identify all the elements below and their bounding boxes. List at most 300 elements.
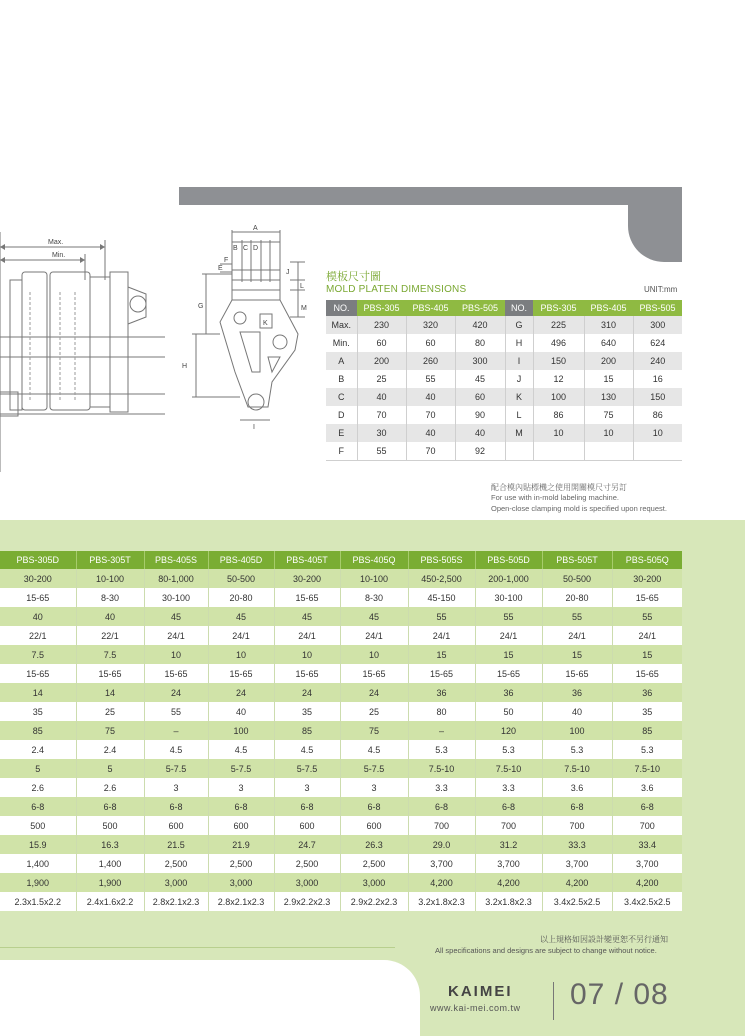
dim-value-cell: 624 bbox=[633, 334, 682, 352]
spec-header-cell: PBS-505S bbox=[408, 551, 475, 569]
dim-label-cell: G bbox=[505, 316, 533, 334]
spec-value-cell: 15-65 bbox=[76, 664, 144, 683]
spec-value-cell: 120 bbox=[475, 721, 542, 740]
footer-note-en: All specifications and designs are subject to change without notice. bbox=[435, 946, 657, 955]
spec-value-cell: 15-65 bbox=[208, 664, 274, 683]
spec-value-cell: 15.9 bbox=[0, 835, 76, 854]
spec-value-cell: 3,000 bbox=[340, 873, 408, 892]
dim-value-cell: 496 bbox=[533, 334, 584, 352]
spec-value-cell: 10 bbox=[144, 645, 208, 664]
spec-value-cell: 10 bbox=[274, 645, 340, 664]
spec-value-cell: 45 bbox=[340, 607, 408, 626]
dim-value-cell: 90 bbox=[455, 406, 505, 424]
spec-value-cell: 36 bbox=[475, 683, 542, 702]
spec-value-cell: 15-65 bbox=[542, 664, 612, 683]
spec-value-cell: 24/1 bbox=[475, 626, 542, 645]
label-g: G bbox=[198, 303, 204, 310]
spec-value-cell: 24/1 bbox=[542, 626, 612, 645]
label-c: C bbox=[243, 245, 249, 252]
spec-value-cell: 700 bbox=[612, 816, 682, 835]
spec-row bbox=[0, 626, 682, 645]
spec-value-cell: 2,500 bbox=[144, 854, 208, 873]
spec-row bbox=[0, 892, 682, 911]
spec-value-cell: 4.5 bbox=[144, 740, 208, 759]
spec-header-cell: PBS-405Q bbox=[340, 551, 408, 569]
dim-header-cell: PBS-305 bbox=[533, 300, 584, 316]
spec-value-cell: 3 bbox=[274, 778, 340, 797]
dim-value-cell: 70 bbox=[357, 406, 406, 424]
spec-value-cell: 45 bbox=[208, 607, 274, 626]
spec-value-cell: 3.3 bbox=[475, 778, 542, 797]
dim-header-cell: NO. bbox=[505, 300, 533, 316]
spec-value-cell: 50 bbox=[475, 702, 542, 721]
spec-value-cell: 4.5 bbox=[274, 740, 340, 759]
machine-side-drawing bbox=[0, 232, 180, 472]
label-k: K bbox=[263, 320, 268, 327]
spec-value-cell: 3.2x1.8x2.3 bbox=[475, 892, 542, 911]
spec-value-cell: 36 bbox=[542, 683, 612, 702]
mold-note-en-2: Open-close clamping mold is specified upon request. bbox=[491, 504, 667, 513]
dim-value-cell: 310 bbox=[584, 316, 633, 334]
spec-value-cell: 10-100 bbox=[340, 569, 408, 588]
dim-label-cell: J bbox=[505, 370, 533, 388]
spec-value-cell: 2.6 bbox=[0, 778, 76, 797]
spec-value-cell: 6-8 bbox=[76, 797, 144, 816]
spec-row bbox=[0, 683, 682, 702]
dim-label-cell: L bbox=[505, 406, 533, 424]
spec-value-cell: 100 bbox=[542, 721, 612, 740]
spec-value-cell: 40 bbox=[208, 702, 274, 721]
spec-value-cell: 8-30 bbox=[76, 588, 144, 607]
spec-value-cell: 85 bbox=[0, 721, 76, 740]
label-i: I bbox=[253, 424, 255, 431]
label-d: D bbox=[253, 245, 259, 252]
page-separator bbox=[553, 982, 554, 1020]
spec-value-cell: 25 bbox=[340, 702, 408, 721]
dim-value-cell: 420 bbox=[455, 316, 505, 334]
spec-value-cell: 35 bbox=[274, 702, 340, 721]
dim-value-cell: 86 bbox=[533, 406, 584, 424]
spec-row bbox=[0, 816, 682, 835]
spec-header-cell: PBS-405T bbox=[274, 551, 340, 569]
spec-value-cell: 10 bbox=[340, 645, 408, 664]
spec-value-cell: 5-7.5 bbox=[208, 759, 274, 778]
spec-value-cell: 75 bbox=[340, 721, 408, 740]
spec-value-cell: 36 bbox=[612, 683, 682, 702]
dim-label-cell: B bbox=[338, 374, 345, 384]
dim-value-cell bbox=[533, 442, 584, 461]
dim-value-cell: 75 bbox=[584, 406, 633, 424]
spec-value-cell: 6-8 bbox=[542, 797, 612, 816]
dim-value-cell: 30 bbox=[357, 424, 406, 442]
spec-table bbox=[0, 551, 682, 911]
spec-value-cell: 85 bbox=[612, 721, 682, 740]
dim-value-cell: 320 bbox=[406, 316, 455, 334]
spec-value-cell: 3,000 bbox=[144, 873, 208, 892]
spec-value-cell: 7.5-10 bbox=[475, 759, 542, 778]
spec-value-cell: 3,700 bbox=[475, 854, 542, 873]
website-url: www.kai-mei.com.tw bbox=[430, 1003, 521, 1013]
dim-row bbox=[326, 334, 682, 352]
spec-value-cell: 14 bbox=[76, 683, 144, 702]
spec-value-cell: 30-100 bbox=[144, 588, 208, 607]
unit-label: UNIT:mm bbox=[644, 285, 678, 294]
spec-value-cell: 45-150 bbox=[408, 588, 475, 607]
spec-value-cell: 45 bbox=[274, 607, 340, 626]
spec-value-cell: 15 bbox=[612, 645, 682, 664]
spec-value-cell: 15 bbox=[408, 645, 475, 664]
dim-value-cell: 300 bbox=[633, 316, 682, 334]
spec-value-cell: 15 bbox=[542, 645, 612, 664]
spec-value-cell: 700 bbox=[475, 816, 542, 835]
spec-value-cell: 3.4x2.5x2.5 bbox=[542, 892, 612, 911]
spec-value-cell: 700 bbox=[408, 816, 475, 835]
spec-value-cell: 55 bbox=[144, 702, 208, 721]
spec-row bbox=[0, 854, 682, 873]
spec-value-cell: 80-1,000 bbox=[144, 569, 208, 588]
spec-row bbox=[0, 873, 682, 892]
spec-value-cell: 3 bbox=[340, 778, 408, 797]
dim-header-cell: PBS-305 bbox=[357, 300, 406, 316]
dim-label-cell bbox=[505, 442, 533, 461]
spec-value-cell: 3,000 bbox=[274, 873, 340, 892]
dim-value-cell bbox=[584, 442, 633, 461]
spec-value-cell: 15-65 bbox=[0, 664, 76, 683]
spec-value-cell: 6-8 bbox=[208, 797, 274, 816]
spec-value-cell: 4,200 bbox=[612, 873, 682, 892]
dim-value-cell: 40 bbox=[357, 388, 406, 406]
spec-value-cell: 2.8x2.1x2.3 bbox=[144, 892, 208, 911]
spec-value-cell: 4,200 bbox=[475, 873, 542, 892]
top-gray-bar bbox=[179, 187, 682, 205]
spec-header-cell: PBS-505T bbox=[542, 551, 612, 569]
spec-header-cell: PBS-505Q bbox=[612, 551, 682, 569]
spec-value-cell: 80 bbox=[408, 702, 475, 721]
spec-header-cell: PBS-305T bbox=[76, 551, 144, 569]
spec-row bbox=[0, 778, 682, 797]
spec-value-cell: 4,200 bbox=[542, 873, 612, 892]
dim-value-cell: 640 bbox=[584, 334, 633, 352]
dim-value-cell: 16 bbox=[633, 370, 682, 388]
dim-value-cell: 92 bbox=[455, 442, 505, 461]
spec-value-cell: 2.3x1.5x2.2 bbox=[0, 892, 76, 911]
spec-value-cell: 21.5 bbox=[144, 835, 208, 854]
label-min: Min. bbox=[52, 252, 66, 259]
spec-value-cell: 7.5-10 bbox=[542, 759, 612, 778]
spec-value-cell: 600 bbox=[340, 816, 408, 835]
dim-label-cell: C bbox=[326, 388, 357, 406]
dim-value-cell: 55 bbox=[406, 370, 455, 388]
footer-divider bbox=[0, 947, 395, 948]
spec-value-cell: 3 bbox=[208, 778, 274, 797]
spec-value-cell: 15-65 bbox=[408, 664, 475, 683]
spec-value-cell: 15-65 bbox=[340, 664, 408, 683]
spec-value-cell: 5-7.5 bbox=[274, 759, 340, 778]
spec-value-cell: 7.5 bbox=[76, 645, 144, 664]
dim-value-cell: 55 bbox=[357, 442, 406, 461]
dim-value-cell: 130 bbox=[584, 388, 633, 406]
spec-value-cell: 20-80 bbox=[208, 588, 274, 607]
label-m: M bbox=[301, 305, 307, 312]
dim-value-cell: 40 bbox=[406, 424, 455, 442]
spec-value-cell: 600 bbox=[274, 816, 340, 835]
dim-value-cell: 70 bbox=[406, 406, 455, 424]
spec-value-cell: 4.5 bbox=[208, 740, 274, 759]
spec-row bbox=[0, 721, 682, 740]
spec-value-cell: 2.9x2.2x2.3 bbox=[274, 892, 340, 911]
spec-value-cell: 8-30 bbox=[340, 588, 408, 607]
spec-row bbox=[0, 797, 682, 816]
spec-value-cell: 6-8 bbox=[340, 797, 408, 816]
spec-value-cell: 7.5 bbox=[0, 645, 76, 664]
dim-row bbox=[326, 442, 682, 461]
spec-value-cell: 450-2,500 bbox=[408, 569, 475, 588]
spec-value-cell: 3 bbox=[144, 778, 208, 797]
spec-value-cell: 85 bbox=[274, 721, 340, 740]
spec-value-cell: 15-65 bbox=[144, 664, 208, 683]
spec-value-cell: 14 bbox=[0, 683, 76, 702]
spec-value-cell: 24/1 bbox=[208, 626, 274, 645]
spec-value-cell: 3.6 bbox=[612, 778, 682, 797]
spec-value-cell: 6-8 bbox=[0, 797, 76, 816]
spec-value-cell: 40 bbox=[0, 607, 76, 626]
mold-title-cn: 模板尺寸圖 bbox=[326, 271, 381, 283]
spec-row bbox=[0, 835, 682, 854]
spec-value-cell: 7.5-10 bbox=[612, 759, 682, 778]
dim-row bbox=[326, 352, 682, 370]
spec-value-cell: 55 bbox=[408, 607, 475, 626]
spec-value-cell: 500 bbox=[0, 816, 76, 835]
spec-value-cell: 55 bbox=[542, 607, 612, 626]
spec-value-cell: 6-8 bbox=[274, 797, 340, 816]
spec-value-cell: 75 bbox=[76, 721, 144, 740]
spec-value-cell: 3.6 bbox=[542, 778, 612, 797]
mold-note-cn: 配合模內貼標機之使用開關模尺寸另訂 bbox=[491, 483, 627, 492]
dim-value-cell: 10 bbox=[584, 424, 633, 442]
mold-title-en: MOLD PLATEN DIMENSIONS bbox=[326, 284, 467, 295]
spec-value-cell: 3,000 bbox=[208, 873, 274, 892]
dim-label-cell: K bbox=[505, 388, 533, 406]
spec-value-cell: 5 bbox=[76, 759, 144, 778]
spec-value-cell: 2.4x1.6x2.2 bbox=[76, 892, 144, 911]
spec-value-cell: 24 bbox=[208, 683, 274, 702]
spec-value-cell: 3,700 bbox=[542, 854, 612, 873]
spec-value-cell: 15-65 bbox=[612, 588, 682, 607]
dim-label-cell: A bbox=[326, 352, 357, 370]
spec-value-cell: 26.3 bbox=[340, 835, 408, 854]
dim-row bbox=[326, 316, 682, 334]
spec-header-cell: PBS-505D bbox=[475, 551, 542, 569]
spec-value-cell: 2.6 bbox=[76, 778, 144, 797]
dim-value-cell: 300 bbox=[455, 352, 505, 370]
dim-label-cell: F bbox=[326, 442, 357, 461]
spec-value-cell: 6-8 bbox=[408, 797, 475, 816]
dim-label-cell: H bbox=[505, 334, 533, 352]
spec-value-cell: 15-65 bbox=[475, 664, 542, 683]
spec-value-cell: 40 bbox=[542, 702, 612, 721]
spec-value-cell: 30-200 bbox=[612, 569, 682, 588]
spec-row bbox=[0, 607, 682, 626]
spec-value-cell: 5.3 bbox=[475, 740, 542, 759]
dim-value-cell: 60 bbox=[357, 334, 406, 352]
label-j: J bbox=[286, 269, 290, 276]
spec-row bbox=[0, 664, 682, 683]
spec-value-cell: 1,900 bbox=[0, 873, 76, 892]
spec-value-cell: – bbox=[408, 721, 475, 740]
dim-header-cell: PBS-505 bbox=[633, 300, 682, 316]
spec-value-cell: 24/1 bbox=[144, 626, 208, 645]
dim-value-cell: 40 bbox=[406, 388, 455, 406]
spec-header-cell: PBS-405S bbox=[144, 551, 208, 569]
dim-value-cell: 70 bbox=[406, 442, 455, 461]
spec-value-cell: 500 bbox=[76, 816, 144, 835]
spec-value-cell: 31.2 bbox=[475, 835, 542, 854]
page-numbers: 07 / 08 bbox=[570, 978, 669, 1011]
spec-value-cell: 2.8x2.1x2.3 bbox=[208, 892, 274, 911]
spec-row bbox=[0, 588, 682, 607]
spec-value-cell: 1,400 bbox=[0, 854, 76, 873]
footer-note-cn: 以上規格如因設計變更恕不另行通知 bbox=[540, 935, 668, 944]
spec-value-cell: 100 bbox=[208, 721, 274, 740]
spec-row bbox=[0, 759, 682, 778]
dim-label-cell: Min. bbox=[332, 338, 350, 348]
dim-value-cell: 25 bbox=[357, 370, 406, 388]
dim-value-cell: 150 bbox=[533, 352, 584, 370]
dim-value-cell: 60 bbox=[455, 388, 505, 406]
spec-value-cell: 2.4 bbox=[0, 740, 76, 759]
spec-value-cell: 24/1 bbox=[274, 626, 340, 645]
spec-value-cell: 20-80 bbox=[542, 588, 612, 607]
dim-value-cell: 230 bbox=[357, 316, 406, 334]
label-a: A bbox=[253, 225, 258, 232]
spec-value-cell: 15 bbox=[475, 645, 542, 664]
spec-value-cell: 24/1 bbox=[340, 626, 408, 645]
spec-value-cell: 10-100 bbox=[76, 569, 144, 588]
spec-header-cell: PBS-405D bbox=[208, 551, 274, 569]
dim-value-cell: 40 bbox=[455, 424, 505, 442]
top-gray-bar-corner bbox=[628, 187, 682, 262]
label-h: H bbox=[182, 363, 188, 370]
spec-value-cell: 55 bbox=[612, 607, 682, 626]
dim-value-cell: 240 bbox=[633, 352, 682, 370]
spec-value-cell: 1,900 bbox=[76, 873, 144, 892]
label-b: B bbox=[233, 245, 238, 252]
spec-value-cell: 1,400 bbox=[76, 854, 144, 873]
spec-value-cell: 5.3 bbox=[542, 740, 612, 759]
spec-value-cell: 4.5 bbox=[340, 740, 408, 759]
dim-value-cell: 15 bbox=[584, 370, 633, 388]
spec-value-cell: 200-1,000 bbox=[475, 569, 542, 588]
label-e: E bbox=[218, 265, 223, 272]
spec-value-cell: 24 bbox=[144, 683, 208, 702]
dim-value-cell: 60 bbox=[406, 334, 455, 352]
brand-logo: KAIMEI bbox=[448, 983, 513, 1000]
dim-label-cell: Max. bbox=[326, 316, 357, 334]
spec-value-cell: 6-8 bbox=[612, 797, 682, 816]
spec-value-cell: 3.3 bbox=[408, 778, 475, 797]
spec-value-cell: 15-65 bbox=[274, 588, 340, 607]
spec-value-cell: 5.3 bbox=[612, 740, 682, 759]
spec-row bbox=[0, 740, 682, 759]
spec-value-cell: 50-500 bbox=[208, 569, 274, 588]
dim-header-cell: NO. bbox=[326, 300, 357, 316]
spec-value-cell: 22/1 bbox=[0, 626, 76, 645]
mold-platen-drawing bbox=[180, 222, 320, 434]
spec-value-cell: 33.4 bbox=[612, 835, 682, 854]
spec-value-cell: 35 bbox=[612, 702, 682, 721]
spec-value-cell: 3.2x1.8x2.3 bbox=[408, 892, 475, 911]
mold-dimensions-table bbox=[326, 300, 682, 461]
spec-value-cell: 29.0 bbox=[408, 835, 475, 854]
spec-value-cell: 10 bbox=[208, 645, 274, 664]
spec-value-cell: 5 bbox=[0, 759, 76, 778]
dim-value-cell: 200 bbox=[584, 352, 633, 370]
dim-value-cell: 86 bbox=[633, 406, 682, 424]
spec-row bbox=[0, 645, 682, 664]
dim-row bbox=[326, 388, 682, 406]
spec-value-cell: 2.9x2.2x2.3 bbox=[340, 892, 408, 911]
spec-row bbox=[0, 569, 682, 588]
spec-value-cell: 55 bbox=[475, 607, 542, 626]
spec-value-cell: 7.5-10 bbox=[408, 759, 475, 778]
spec-value-cell: 24 bbox=[274, 683, 340, 702]
dim-label-cell: E bbox=[326, 424, 357, 442]
spec-value-cell: 22/1 bbox=[76, 626, 144, 645]
dim-value-cell: 10 bbox=[533, 424, 584, 442]
spec-value-cell: 3,700 bbox=[408, 854, 475, 873]
spec-value-cell: 24/1 bbox=[612, 626, 682, 645]
spec-value-cell: 24 bbox=[340, 683, 408, 702]
spec-value-cell: 4,200 bbox=[408, 873, 475, 892]
dim-row bbox=[326, 424, 682, 442]
spec-value-cell: 6-8 bbox=[475, 797, 542, 816]
spec-value-cell: 35 bbox=[0, 702, 76, 721]
spec-value-cell: 24.7 bbox=[274, 835, 340, 854]
spec-value-cell: 30-200 bbox=[274, 569, 340, 588]
dim-value-cell: 80 bbox=[455, 334, 505, 352]
dim-value-cell: 225 bbox=[533, 316, 584, 334]
footer-white-tab bbox=[0, 960, 420, 1036]
dim-value-cell: 10 bbox=[633, 424, 682, 442]
dim-label-cell: M bbox=[505, 424, 533, 442]
spec-value-cell: 30-200 bbox=[0, 569, 76, 588]
spec-value-cell: 15-65 bbox=[0, 588, 76, 607]
dim-value-cell: 45 bbox=[455, 370, 505, 388]
spec-value-cell: 33.3 bbox=[542, 835, 612, 854]
dim-row bbox=[326, 370, 682, 388]
spec-value-cell: 50-500 bbox=[542, 569, 612, 588]
spec-value-cell: 25 bbox=[76, 702, 144, 721]
spec-row bbox=[0, 702, 682, 721]
spec-value-cell: 2,500 bbox=[274, 854, 340, 873]
dim-header-cell: PBS-505 bbox=[455, 300, 505, 316]
spec-value-cell: 36 bbox=[408, 683, 475, 702]
dim-value-cell: 260 bbox=[406, 352, 455, 370]
spec-header-cell: PBS-305D bbox=[0, 551, 76, 569]
dim-header-cell: PBS-405 bbox=[406, 300, 455, 316]
spec-value-cell: 2.4 bbox=[76, 740, 144, 759]
dim-value-cell bbox=[633, 442, 682, 461]
spec-value-cell: 15-65 bbox=[612, 664, 682, 683]
dim-value-cell: 100 bbox=[533, 388, 584, 406]
spec-value-cell: 3.4x2.5x2.5 bbox=[612, 892, 682, 911]
spec-value-cell: 30-100 bbox=[475, 588, 542, 607]
spec-value-cell: 5-7.5 bbox=[340, 759, 408, 778]
spec-value-cell: 24/1 bbox=[408, 626, 475, 645]
dim-value-cell: 150 bbox=[633, 388, 682, 406]
spec-value-cell: 5-7.5 bbox=[144, 759, 208, 778]
spec-value-cell: 2,500 bbox=[208, 854, 274, 873]
